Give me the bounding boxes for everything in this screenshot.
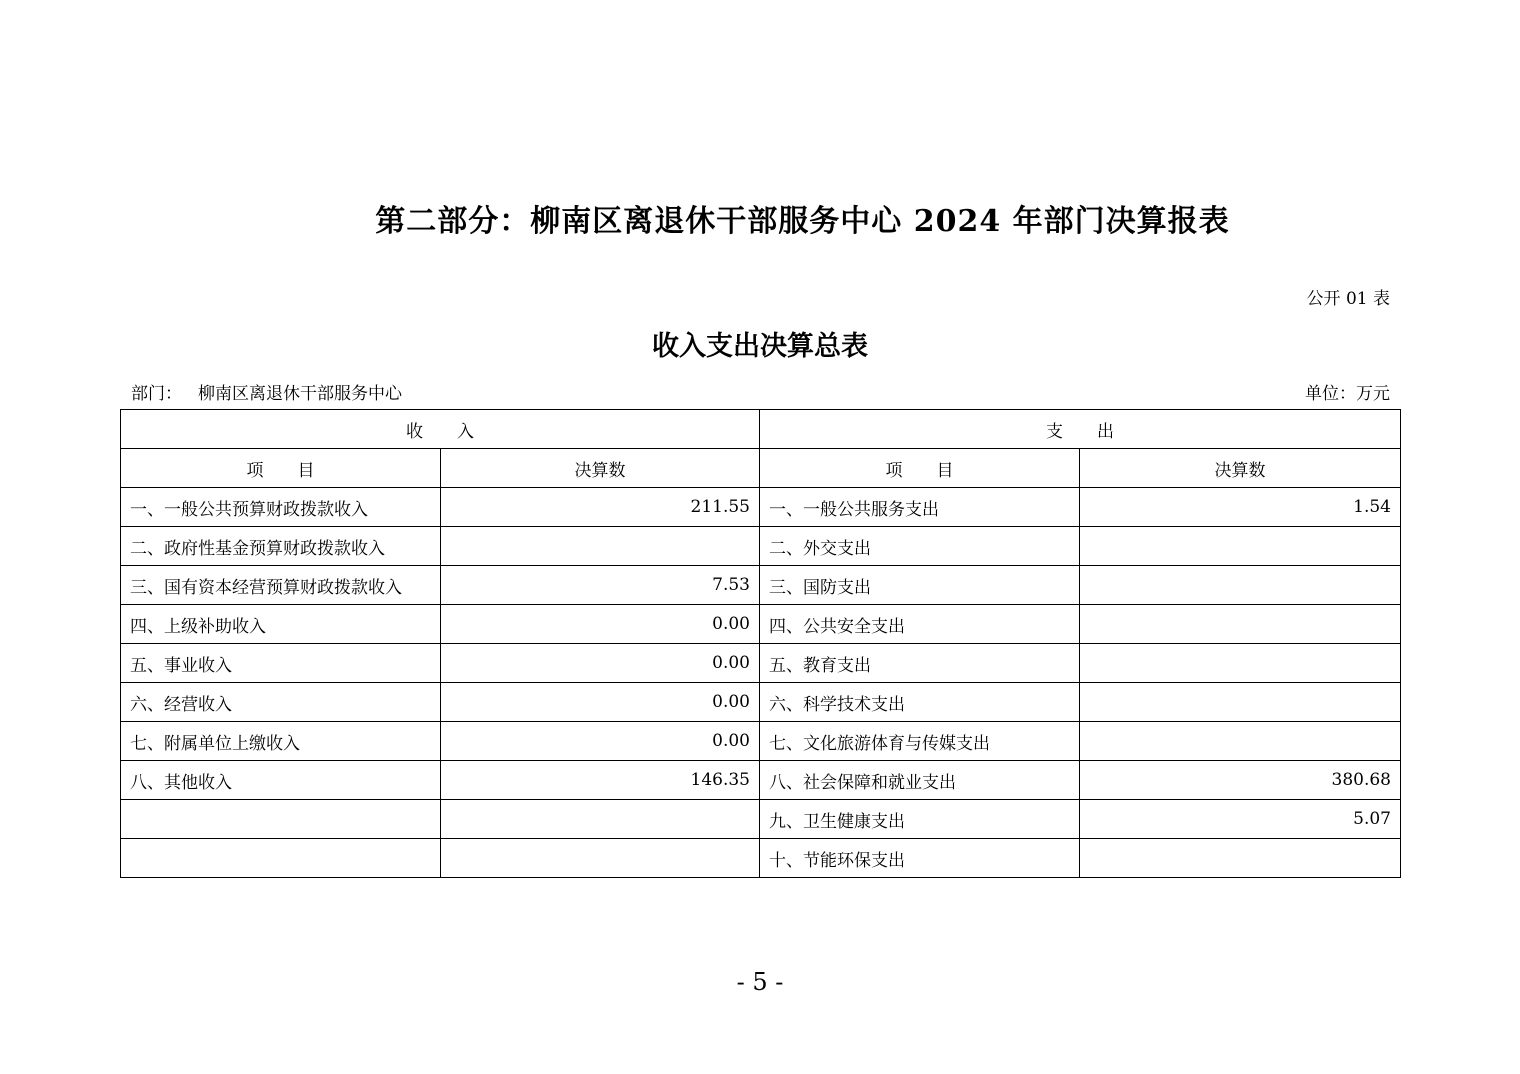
income-amount: 146.35: [441, 761, 760, 800]
expense-amount: [1080, 527, 1401, 566]
income-item: 二、政府性基金预算财政拨款收入: [121, 527, 441, 566]
expense-item: 七、文化旅游体育与传媒支出: [760, 722, 1080, 761]
income-item: 四、上级补助收入: [121, 605, 441, 644]
income-item: 六、经营收入: [121, 683, 441, 722]
income-amount: 0.00: [441, 644, 760, 683]
expense-header: 支 出: [760, 410, 1401, 449]
expense-item: 三、国防支出: [760, 566, 1080, 605]
page-number: - 5 -: [736, 968, 784, 996]
expense-item: 二、外交支出: [760, 527, 1080, 566]
expense-item: 四、公共安全支出: [760, 605, 1080, 644]
table-row: [121, 839, 1401, 878]
income-amount: 7.53: [441, 566, 760, 605]
expense-amount: [1080, 605, 1401, 644]
expense-item-header: 项 目: [760, 449, 1080, 488]
expense-amount: 5.07: [1080, 800, 1401, 839]
income-item: [121, 839, 441, 878]
table-row: [121, 566, 1401, 605]
income-item: 一、一般公共预算财政拨款收入: [121, 488, 441, 527]
table-row: [121, 761, 1401, 800]
table-row: [121, 488, 1401, 527]
income-amount: [441, 800, 760, 839]
unit-label: 单位：万元: [1305, 384, 1390, 404]
income-item: 三、国有资本经营预算财政拨款收入: [121, 566, 441, 605]
department-name: 柳南区离退休干部服务中心: [198, 384, 402, 404]
income-item: [121, 800, 441, 839]
income-amount: 211.55: [441, 488, 760, 527]
income-item: 五、事业收入: [121, 644, 441, 683]
expense-amount-header: 决算数: [1080, 449, 1401, 488]
expense-amount: [1080, 644, 1401, 683]
income-amount: 0.00: [441, 683, 760, 722]
income-amount: 0.00: [441, 605, 760, 644]
income-amount: [441, 527, 760, 566]
income-item: 八、其他收入: [121, 761, 441, 800]
department-label: 部门：: [131, 384, 182, 404]
table-title: 收入支出决算总表: [652, 331, 868, 362]
income-amount: [441, 839, 760, 878]
expense-item: 九、卫生健康支出: [760, 800, 1080, 839]
expense-item: 五、教育支出: [760, 644, 1080, 683]
department-line: [131, 379, 402, 404]
table-row: [121, 800, 1401, 839]
expense-amount: [1080, 839, 1401, 878]
income-header: 收 入: [121, 410, 760, 449]
income-expense-table: [120, 409, 1401, 878]
income-item-header: 项 目: [121, 449, 441, 488]
income-amount-header: 决算数: [441, 449, 760, 488]
expense-item: 一、一般公共服务支出: [760, 488, 1080, 527]
table-row: [121, 683, 1401, 722]
expense-amount: [1080, 566, 1401, 605]
table-row: [121, 605, 1401, 644]
table-row: [121, 722, 1401, 761]
table-row: [121, 527, 1401, 566]
expense-item: 六、科学技术支出: [760, 683, 1080, 722]
expense-amount: [1080, 722, 1401, 761]
column-header-row: [121, 449, 1401, 488]
expense-amount: 1.54: [1080, 488, 1401, 527]
page-title: 第二部分：柳南区离退休干部服务中心 2024 年部门决算报表: [375, 204, 1230, 239]
expense-item: 八、社会保障和就业支出: [760, 761, 1080, 800]
expense-amount: 380.68: [1080, 761, 1401, 800]
expense-amount: [1080, 683, 1401, 722]
section-header-row: [121, 410, 1401, 449]
expense-item: 十、节能环保支出: [760, 839, 1080, 878]
income-item: 七、附属单位上缴收入: [121, 722, 441, 761]
income-amount: 0.00: [441, 722, 760, 761]
form-number: 公开 01 表: [1306, 289, 1390, 309]
table-row: [121, 644, 1401, 683]
